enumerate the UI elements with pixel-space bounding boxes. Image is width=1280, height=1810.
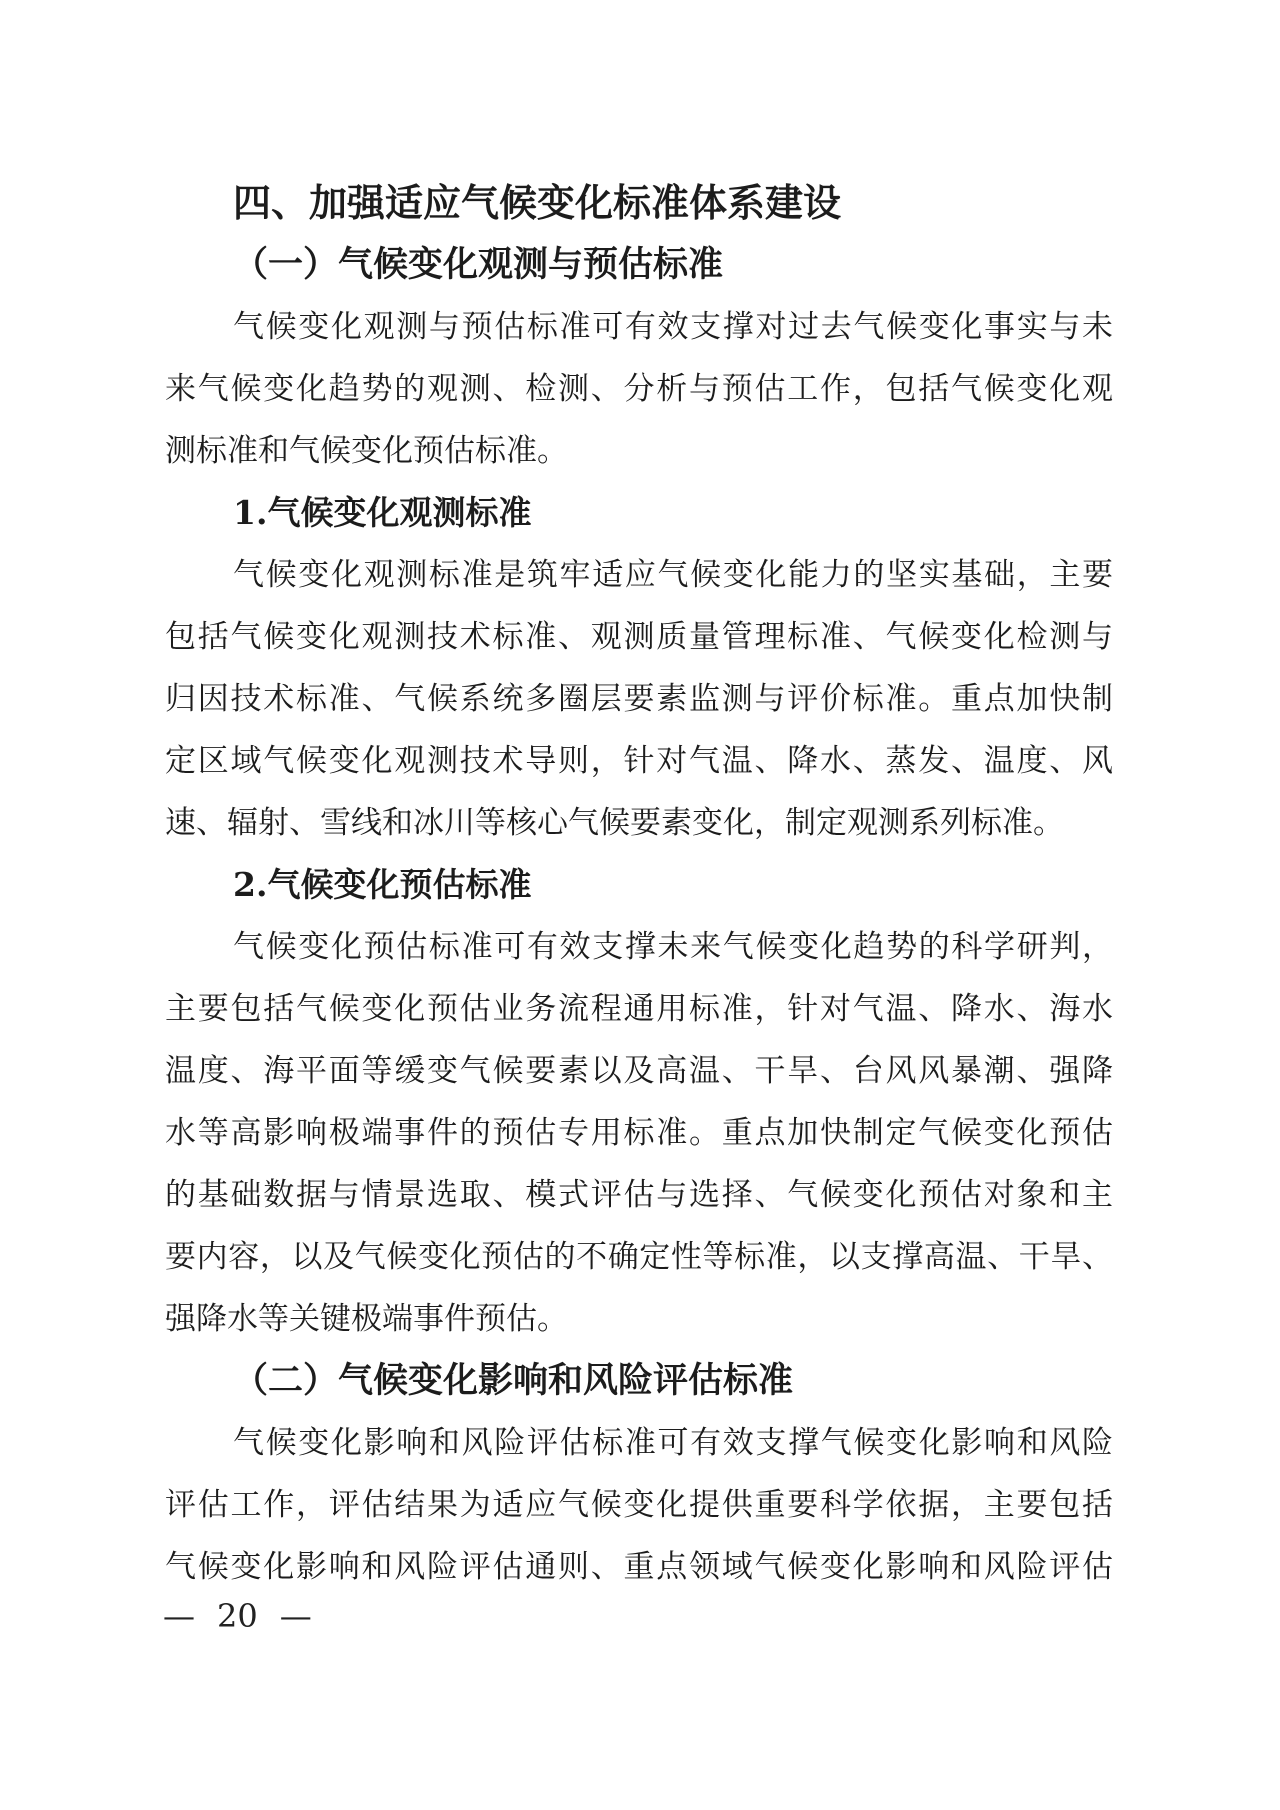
numbered-heading: 2.气候变化预估标准 [233,865,532,904]
paragraph-line: 温度、海平面等缓变气候要素以及高温、干旱、台风风暴潮、强降 [165,1053,1113,1089]
paragraph-line: 气候变化影响和风险评估通则、重点领域气候变化影响和风险评估 [165,1549,1113,1585]
paragraph-line: 定区域气候变化观测技术导则，针对气温、降水、蒸发、温度、风 [165,743,1113,779]
paragraph-line: 主要包括气候变化预估业务流程通用标准，针对气温、降水、海水 [165,991,1113,1027]
paragraph-line: 气候变化观测标准是筑牢适应气候变化能力的坚实基础，主要 [233,557,1113,593]
subsection-heading: （二）气候变化影响和风险评估标准 [233,1360,794,1401]
paragraph-line: 归因技术标准、气候系统多圈层要素监测与评价标准。重点加快制 [165,681,1113,717]
paragraph-line: 测标准和气候变化预估标准。 [165,433,568,469]
paragraph-line: 气候变化观测与预估标准可有效支撑对过去气候变化事实与未 [233,309,1113,345]
paragraph-line: 的基础数据与情景选取、模式评估与选择、气候变化预估对象和主 [165,1177,1113,1213]
section-heading: 四、加强适应气候变化标准体系建设 [233,181,842,225]
paragraph-line: 气候变化预估标准可有效支撑未来气候变化趋势的科学研判， [233,929,1113,965]
paragraph-line: 要内容，以及气候变化预估的不确定性等标准，以支撑高温、干旱、 [165,1239,1113,1275]
paragraph-line: 强降水等关键极端事件预估。 [165,1301,568,1337]
page-footer [163,1592,312,1640]
numbered-heading: 1.气候变化观测标准 [233,493,532,532]
paragraph-line: 速、辐射、雪线和冰川等核心气候要素变化，制定观测系列标准。 [165,805,1064,841]
paragraph-line: 气候变化影响和风险评估标准可有效支撑气候变化影响和风险 [233,1425,1113,1461]
paragraph-line: 水等高影响极端事件的预估专用标准。重点加快制定气候变化预估 [165,1115,1113,1151]
paragraph-line: 评估工作，评估结果为适应气候变化提供重要科学依据，主要包括 [165,1487,1113,1523]
footer-right-dash: — [279,1597,312,1635]
page-number: 20 [217,1597,258,1635]
subsection-heading: （一）气候变化观测与预估标准 [233,244,724,285]
footer-left-dash: — [163,1597,195,1635]
paragraph-line: 来气候变化趋势的观测、检测、分析与预估工作，包括气候变化观 [165,371,1113,407]
paragraph-line: 包括气候变化观测技术标准、观测质量管理标准、气候变化检测与 [165,619,1113,655]
document-body [165,172,1113,1598]
